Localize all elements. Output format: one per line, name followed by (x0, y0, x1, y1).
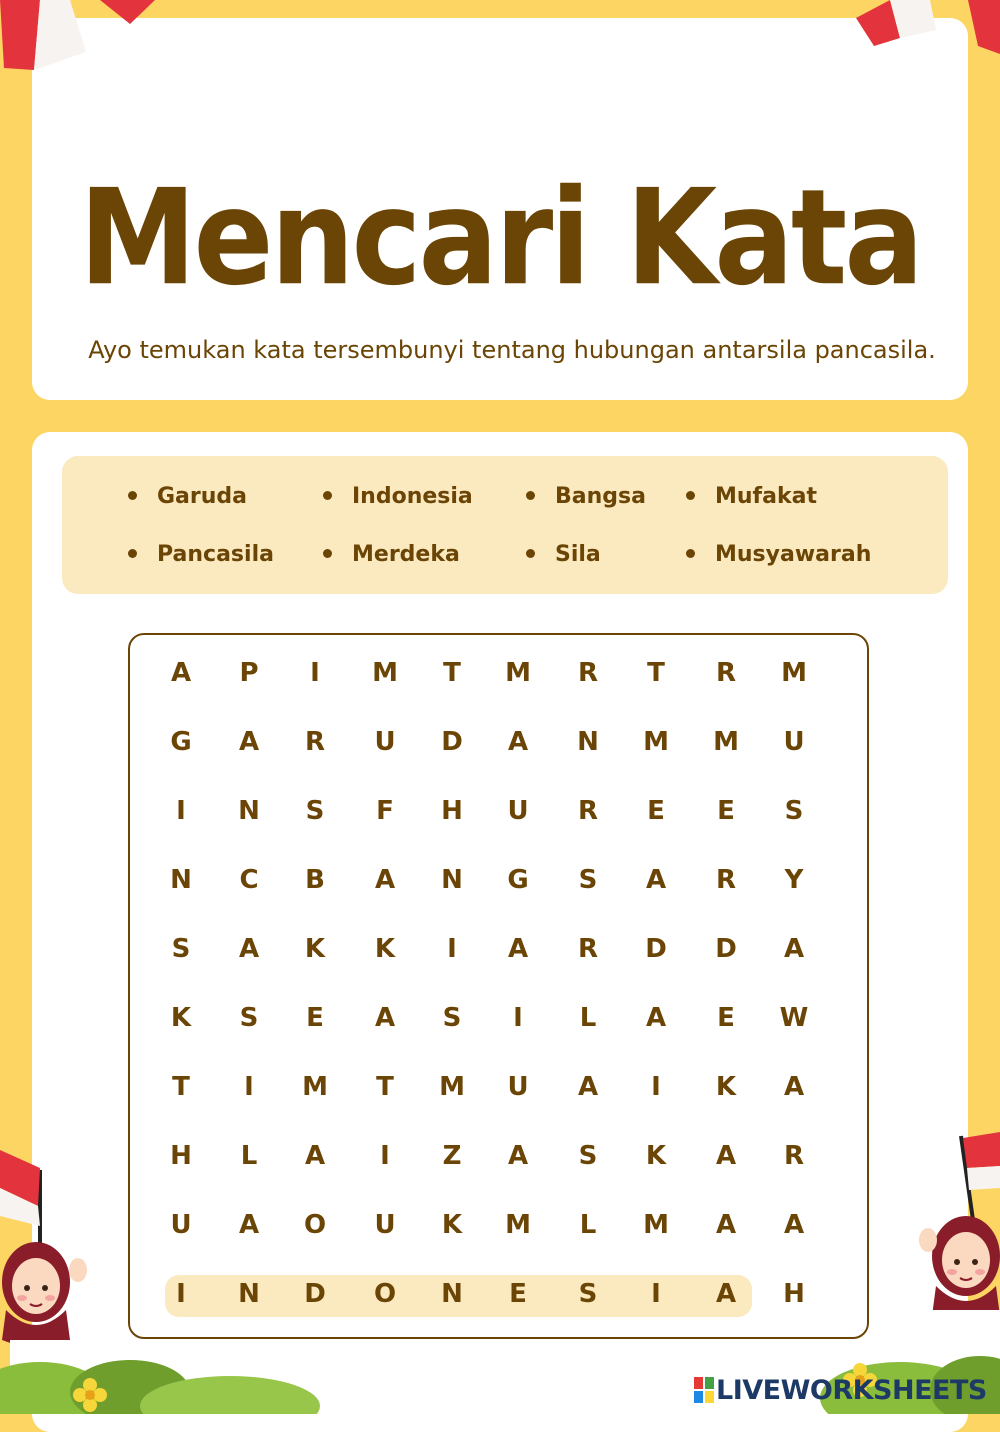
grid-letter[interactable]: T (443, 658, 461, 688)
grid-letter[interactable]: P (239, 658, 259, 688)
grid-letter[interactable]: A (374, 1003, 396, 1033)
grid-letter[interactable]: A (304, 1141, 326, 1171)
page-title: Mencari Kata (79, 160, 921, 315)
grid-letter[interactable]: R (715, 865, 737, 895)
bullet-icon (686, 491, 695, 500)
grid-letter[interactable]: I (651, 1279, 661, 1309)
liveworksheets-logo (694, 1374, 987, 1406)
grid-letter[interactable]: I (380, 1141, 390, 1171)
grid-letter[interactable]: W (779, 1003, 809, 1033)
grid-letter[interactable]: R (577, 658, 599, 688)
grid-letter[interactable]: H (170, 1141, 192, 1171)
grid-letter[interactable]: C (239, 865, 259, 895)
grid-letter[interactable]: K (170, 1003, 192, 1033)
grid-letter[interactable]: N (577, 727, 599, 757)
grid-letter[interactable]: I (651, 1072, 661, 1102)
grid-letter[interactable]: K (304, 934, 326, 964)
grid-letter[interactable]: U (507, 796, 529, 826)
flag-icon (0, 0, 90, 75)
logo-text: LIVEWORKSHEETS (716, 1374, 987, 1406)
bullet-icon (323, 549, 332, 558)
grid-letter[interactable]: S (442, 1003, 462, 1033)
grid-letter[interactable]: R (577, 934, 599, 964)
grid-letter[interactable]: N (441, 1279, 463, 1309)
grid-letter[interactable]: I (176, 796, 186, 826)
grid-letter[interactable]: K (645, 1141, 667, 1171)
word-list-item: Pancasila (128, 542, 274, 567)
grid-letter[interactable]: A (577, 1072, 599, 1102)
grid-letter[interactable]: K (374, 934, 396, 964)
grid-letter[interactable]: G (170, 727, 192, 757)
grid-letter[interactable]: T (376, 1072, 394, 1102)
grid-letter[interactable]: A (715, 1141, 737, 1171)
grid-letter[interactable]: A (783, 1072, 805, 1102)
grid-letter[interactable]: H (441, 796, 463, 826)
grid-letter[interactable]: N (238, 796, 260, 826)
bullet-icon (686, 549, 695, 558)
grid-letter[interactable]: Y (784, 865, 804, 895)
grid-letter[interactable]: Z (442, 1141, 462, 1171)
grid-letter[interactable]: A (645, 1003, 667, 1033)
grid-letter[interactable]: A (715, 1210, 737, 1240)
grid-letter[interactable]: A (645, 865, 667, 895)
grid-letter[interactable]: E (647, 796, 665, 826)
bullet-icon (526, 491, 535, 500)
grid-letter[interactable]: E (306, 1003, 324, 1033)
grid-letter[interactable]: R (715, 658, 737, 688)
grid-letter[interactable]: E (717, 1003, 735, 1033)
grid-letter[interactable]: I (447, 934, 457, 964)
word-list-panel (62, 456, 948, 594)
grid-letter[interactable]: S (578, 865, 598, 895)
bullet-icon (323, 491, 332, 500)
grid-letter[interactable]: M (505, 1210, 531, 1240)
grid-letter[interactable]: M (302, 1072, 328, 1102)
grid-letter[interactable]: U (783, 727, 805, 757)
grid-letter[interactable]: K (715, 1072, 737, 1102)
bullet-icon (128, 549, 137, 558)
grid-letter[interactable]: R (304, 727, 326, 757)
grid-letter[interactable]: R (577, 796, 599, 826)
grid-letter[interactable]: T (647, 658, 665, 688)
word-list-item: Musyawarah (686, 542, 871, 567)
grid-letter[interactable]: M (781, 658, 807, 688)
grid-letter[interactable]: U (507, 1072, 529, 1102)
word-list-item: Sila (526, 542, 601, 567)
grid-letter[interactable]: E (717, 796, 735, 826)
grid-letter[interactable]: U (374, 727, 396, 757)
logo-icon (694, 1377, 716, 1403)
grid-letter[interactable]: O (303, 1210, 327, 1240)
flower-decoration (70, 1375, 110, 1415)
grid-letter[interactable]: M (713, 727, 739, 757)
grid-letter[interactable]: U (170, 1210, 192, 1240)
grid-letter[interactable]: A (170, 658, 192, 688)
bullet-icon (526, 549, 535, 558)
grid-letter[interactable]: K (441, 1210, 463, 1240)
grid-letter[interactable]: A (783, 1210, 805, 1240)
grid-letter[interactable]: A (238, 727, 260, 757)
grid-letter[interactable]: A (374, 865, 396, 895)
grid-letter[interactable]: G (507, 865, 529, 895)
grid-letter[interactable]: N (170, 865, 192, 895)
grid-letter[interactable]: L (240, 1141, 258, 1171)
grid-letter[interactable]: M (505, 658, 531, 688)
grid-letter[interactable]: M (643, 1210, 669, 1240)
grid-letter[interactable]: T (172, 1072, 190, 1102)
grid-letter[interactable]: D (304, 1279, 326, 1309)
grid-letter[interactable]: D (715, 934, 737, 964)
grid-letter[interactable]: I (513, 1003, 523, 1033)
page-subtitle: Ayo temukan kata tersembunyi tentang hubungan antarsila pancasila. (88, 336, 936, 364)
grid-letter[interactable]: I (176, 1279, 186, 1309)
grid-letter[interactable]: S (578, 1279, 598, 1309)
grid-letter[interactable]: M (372, 658, 398, 688)
bullet-icon (128, 491, 137, 500)
grid-letter[interactable]: A (238, 1210, 260, 1240)
grid-letter[interactable]: O (373, 1279, 397, 1309)
grid-letter[interactable]: S (784, 796, 804, 826)
grid-letter[interactable]: I (244, 1072, 254, 1102)
grid-letter[interactable]: L (579, 1210, 597, 1240)
grid-letter[interactable]: D (645, 934, 667, 964)
grid-letter[interactable]: S (578, 1141, 598, 1171)
grid-letter[interactable]: B (305, 865, 325, 895)
grid-letter[interactable]: A (507, 1141, 529, 1171)
grid-letter[interactable]: R (783, 1141, 805, 1171)
grid-letter[interactable]: I (310, 658, 320, 688)
grid-letter[interactable]: M (643, 727, 669, 757)
word-list-item: Indonesia (323, 484, 473, 509)
grid-letter[interactable]: S (239, 1003, 259, 1033)
grid-letter[interactable]: S (171, 934, 191, 964)
grid-letter[interactable]: N (441, 865, 463, 895)
grid-letter[interactable]: D (441, 727, 463, 757)
word-list-item: Bangsa (526, 484, 646, 509)
grid-letter[interactable]: S (305, 796, 325, 826)
grid-letter[interactable]: H (783, 1279, 805, 1309)
grid-letter[interactable]: L (579, 1003, 597, 1033)
grid-letter[interactable]: A (715, 1279, 737, 1309)
flag-icon (100, 0, 160, 28)
word-list-item: Garuda (128, 484, 247, 509)
grid-letter[interactable]: N (238, 1279, 260, 1309)
word-list-item: Merdeka (323, 542, 460, 567)
flag-icon (850, 0, 1000, 60)
grid-letter[interactable]: M (439, 1072, 465, 1102)
grid-letter[interactable]: A (238, 934, 260, 964)
grid-letter[interactable]: A (507, 934, 529, 964)
grid-letter[interactable]: F (376, 796, 394, 826)
grid-letter[interactable]: E (509, 1279, 527, 1309)
grid-letter[interactable]: A (507, 727, 529, 757)
grid-letter[interactable]: A (783, 934, 805, 964)
grid-letter[interactable]: U (374, 1210, 396, 1240)
word-list-item: Mufakat (686, 484, 817, 509)
